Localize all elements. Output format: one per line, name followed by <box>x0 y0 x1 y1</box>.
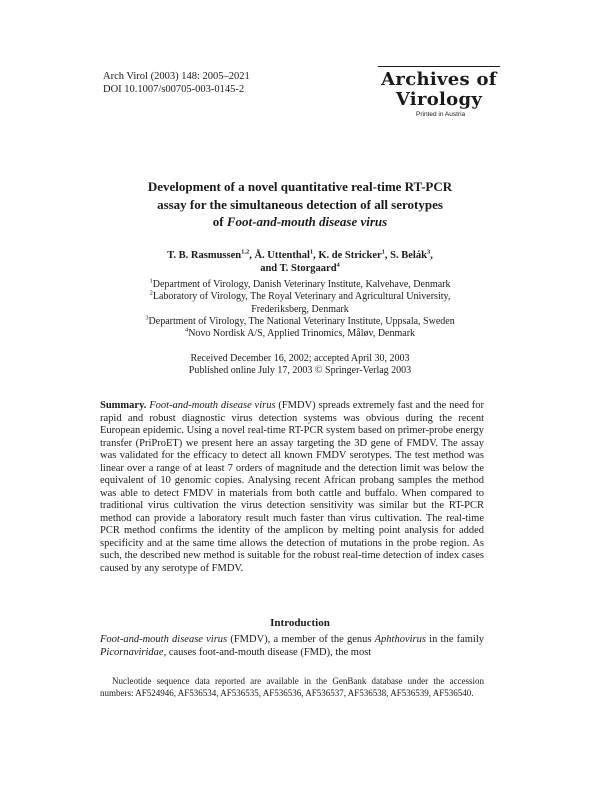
summary-text: (FMDV) spreads extremely fast and the need for rapid and robust diagnostic virus detection systems was obvious during the recent European epidemic. Using a novel real-time RT-PCR system based on primer-probe energy transfer (PriProET) we present here an assay targeting the 3D gene of FMDV. The assay was validated for the efficacy to detect all known FMDV serotypes. The test method was linear over a range of at least 7 orders of magnitude and the detection limit was below the equivalent of 10 genomic copies. Analysing recent African probang samples the method was able to detect FMDV in materials from both cattle and buffalo. When compared to traditional virus cultivation the virus detection sensitivity was similar but the RT-PCR method can provide a laboratory result much faster than virus cultivation. The real-time PCR method confirms the identity of the amplicon by melting point analysis for added specificity and at the same time allows the detection of mutations in the probe region. As such, the described new method is suitable for the robust real-time detection of index cases caused by any serotype of FMDV. <box>100 400 484 574</box>
author-name: T. B. Rasmussen <box>167 250 242 261</box>
title-line-2: assay for the simultaneous detection of all serotypes <box>157 196 443 212</box>
affiliation-2 <box>100 291 500 303</box>
intro-genus: Aphthovirus <box>374 634 426 645</box>
title-line-3-prefix: of <box>212 214 227 229</box>
author-separator: , <box>430 250 433 261</box>
journal-logo <box>378 66 500 119</box>
affiliation-text: Department of Virology, Danish Veterinary Institute, Kalvehave, Denmark <box>152 279 451 290</box>
summary-label: Summary. <box>100 400 147 411</box>
affiliation-sup: 3 <box>145 314 149 322</box>
affiliation-4 <box>100 328 500 340</box>
author-name: , K. de Stricker <box>313 250 382 261</box>
intro-family: Picornaviridae <box>100 647 164 658</box>
received-dates <box>100 353 500 378</box>
affiliation-sup: 4 <box>184 326 189 334</box>
summary-paragraph <box>100 400 484 575</box>
logo-line-1: Archives of <box>381 69 497 90</box>
author-sup: 4 <box>336 261 340 269</box>
author-sup: 1,2 <box>241 248 250 256</box>
title-virus-name: Foot-and-mouth disease virus <box>226 214 388 229</box>
author-sup: 3 <box>426 248 431 256</box>
summary-virus-name: Foot-and-mouth disease virus <box>149 400 276 411</box>
title-line-3 <box>100 213 500 231</box>
doi: DOI 10.1007/s00705-003-0145-2 <box>103 84 245 95</box>
published-line: Published online July 17, 2003 © Springer-Verlag 2003 <box>188 365 412 377</box>
citation-header <box>103 70 250 96</box>
author-name: , Å. Uttenthal <box>249 250 310 261</box>
logo-rule <box>378 66 500 67</box>
authors-line-1 <box>100 249 500 262</box>
affiliation-sup: 1 <box>149 277 153 285</box>
received-line: Received December 16, 2002; accepted April 30, 2003 <box>190 353 410 364</box>
affiliation-1 <box>100 279 500 291</box>
affiliation-text: Novo Nordisk A/S, Applied Trinomics, Måløv, Denmark <box>188 328 416 340</box>
title-line-1: Development of a novel quantitative real-time RT-PCR <box>147 179 453 194</box>
author-name: and T. Storgaard <box>260 263 337 274</box>
author-sup: 1 <box>381 248 385 256</box>
journal-citation: Arch Virol (2003) 148: 2005–2021 <box>103 71 250 82</box>
authors-line-2 <box>100 262 500 275</box>
introduction-paragraph <box>100 633 484 659</box>
paper-title <box>100 178 500 231</box>
author-name: , S. Belák <box>384 250 427 261</box>
affiliations <box>100 279 500 340</box>
affiliation-3 <box>100 316 500 328</box>
author-list <box>100 249 500 275</box>
intro-virus-name: Foot-and-mouth disease virus <box>100 634 228 645</box>
intro-text: (FMDV), a member of the genus <box>227 634 375 645</box>
logo-line-2: Virology <box>395 89 483 110</box>
introduction-heading: Introduction <box>270 617 330 629</box>
intro-text: in the family <box>425 634 484 645</box>
affiliation-sup: 2 <box>149 289 153 297</box>
intro-text: , causes foot-and-mouth disease (FMD), the most <box>163 647 372 658</box>
footnote: Nucleotide sequence data reported are available in the GenBank database under the accession numbers: AF524946, AF536534, AF536535, AF536536, AF536537, AF536538, AF536539, AF536540. <box>100 676 484 698</box>
author-sup: 1 <box>309 248 314 256</box>
affiliation-text: Department of Virology, The National Veterinary Institute, Uppsala, Sweden <box>148 315 455 327</box>
affiliation-text: Laboratory of Virology, The Royal Veterinary and Agricultural University, <box>152 291 451 303</box>
affiliation-2-cont: Frederiksberg, Denmark <box>251 303 349 315</box>
logo-line-3: Printed in Austria <box>416 111 466 118</box>
